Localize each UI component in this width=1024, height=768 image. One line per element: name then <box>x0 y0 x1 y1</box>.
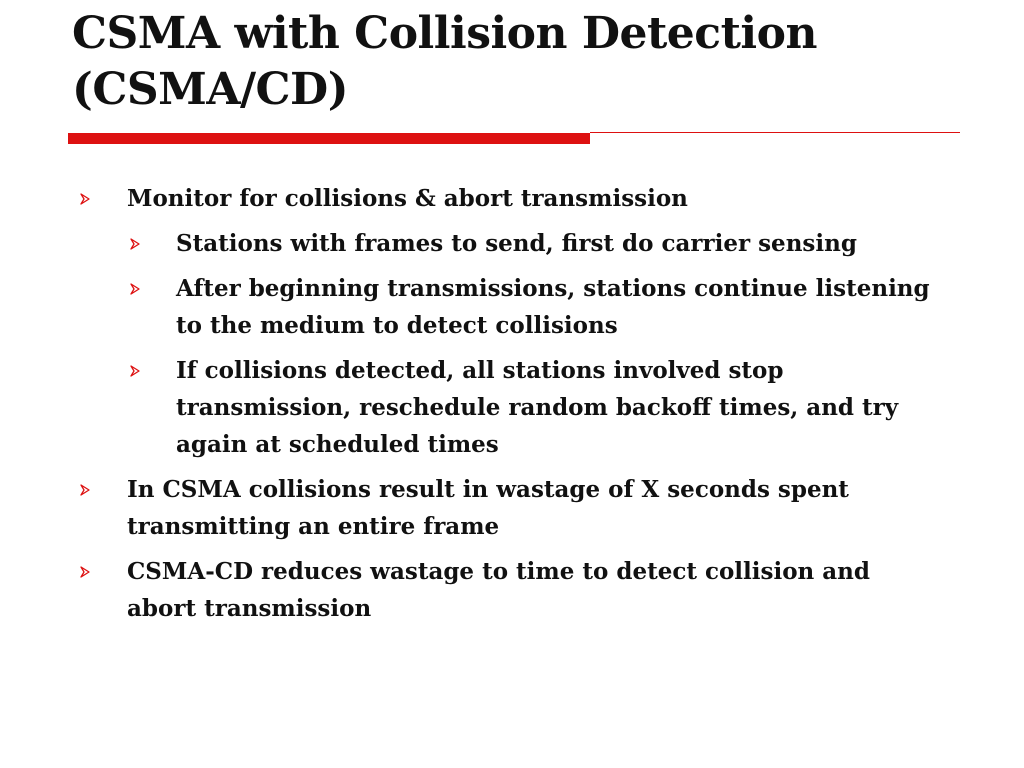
bullet-list <box>72 180 972 635</box>
chevron-arrow-bullet-icon <box>129 352 143 389</box>
chevron-arrow-bullet-icon <box>129 270 143 307</box>
bullet-item <box>72 471 947 545</box>
chevron-arrow-bullet-icon <box>129 225 143 262</box>
slide-title-line-1: CSMA with Collision Detection <box>72 8 817 59</box>
bullet-text: If collisions detected, all stations involved stop transmission, reschedule random backoff times, and try again at scheduled times <box>176 357 899 458</box>
chevron-arrow-bullet-icon <box>79 553 93 590</box>
slide-title-line-2: (CSMA/CD) <box>72 64 349 115</box>
bullet-text: Monitor for collisions & abort transmission <box>127 185 688 212</box>
bullet-text: After beginning transmissions, stations continue listening to the medium to detect collisions <box>176 275 930 339</box>
title-underline-thin <box>590 132 960 133</box>
sub-bullet-item <box>72 352 950 463</box>
bullet-text: CSMA-CD reduces wastage to time to detect collision and abort transmission <box>127 558 870 622</box>
chevron-arrow-bullet-icon <box>79 180 93 217</box>
sub-bullet-item <box>72 225 950 262</box>
title-underline-thick <box>68 133 590 144</box>
bullet-text: Stations with frames to send, first do carrier sensing <box>176 230 857 257</box>
chevron-arrow-bullet-icon <box>79 471 93 508</box>
bullet-text: In CSMA collisions result in wastage of X seconds spent transmitting an entire frame <box>127 476 849 540</box>
slide-title <box>72 6 972 118</box>
sub-bullet-item <box>72 270 950 344</box>
bullet-item <box>72 553 947 627</box>
bullet-item <box>72 180 947 217</box>
